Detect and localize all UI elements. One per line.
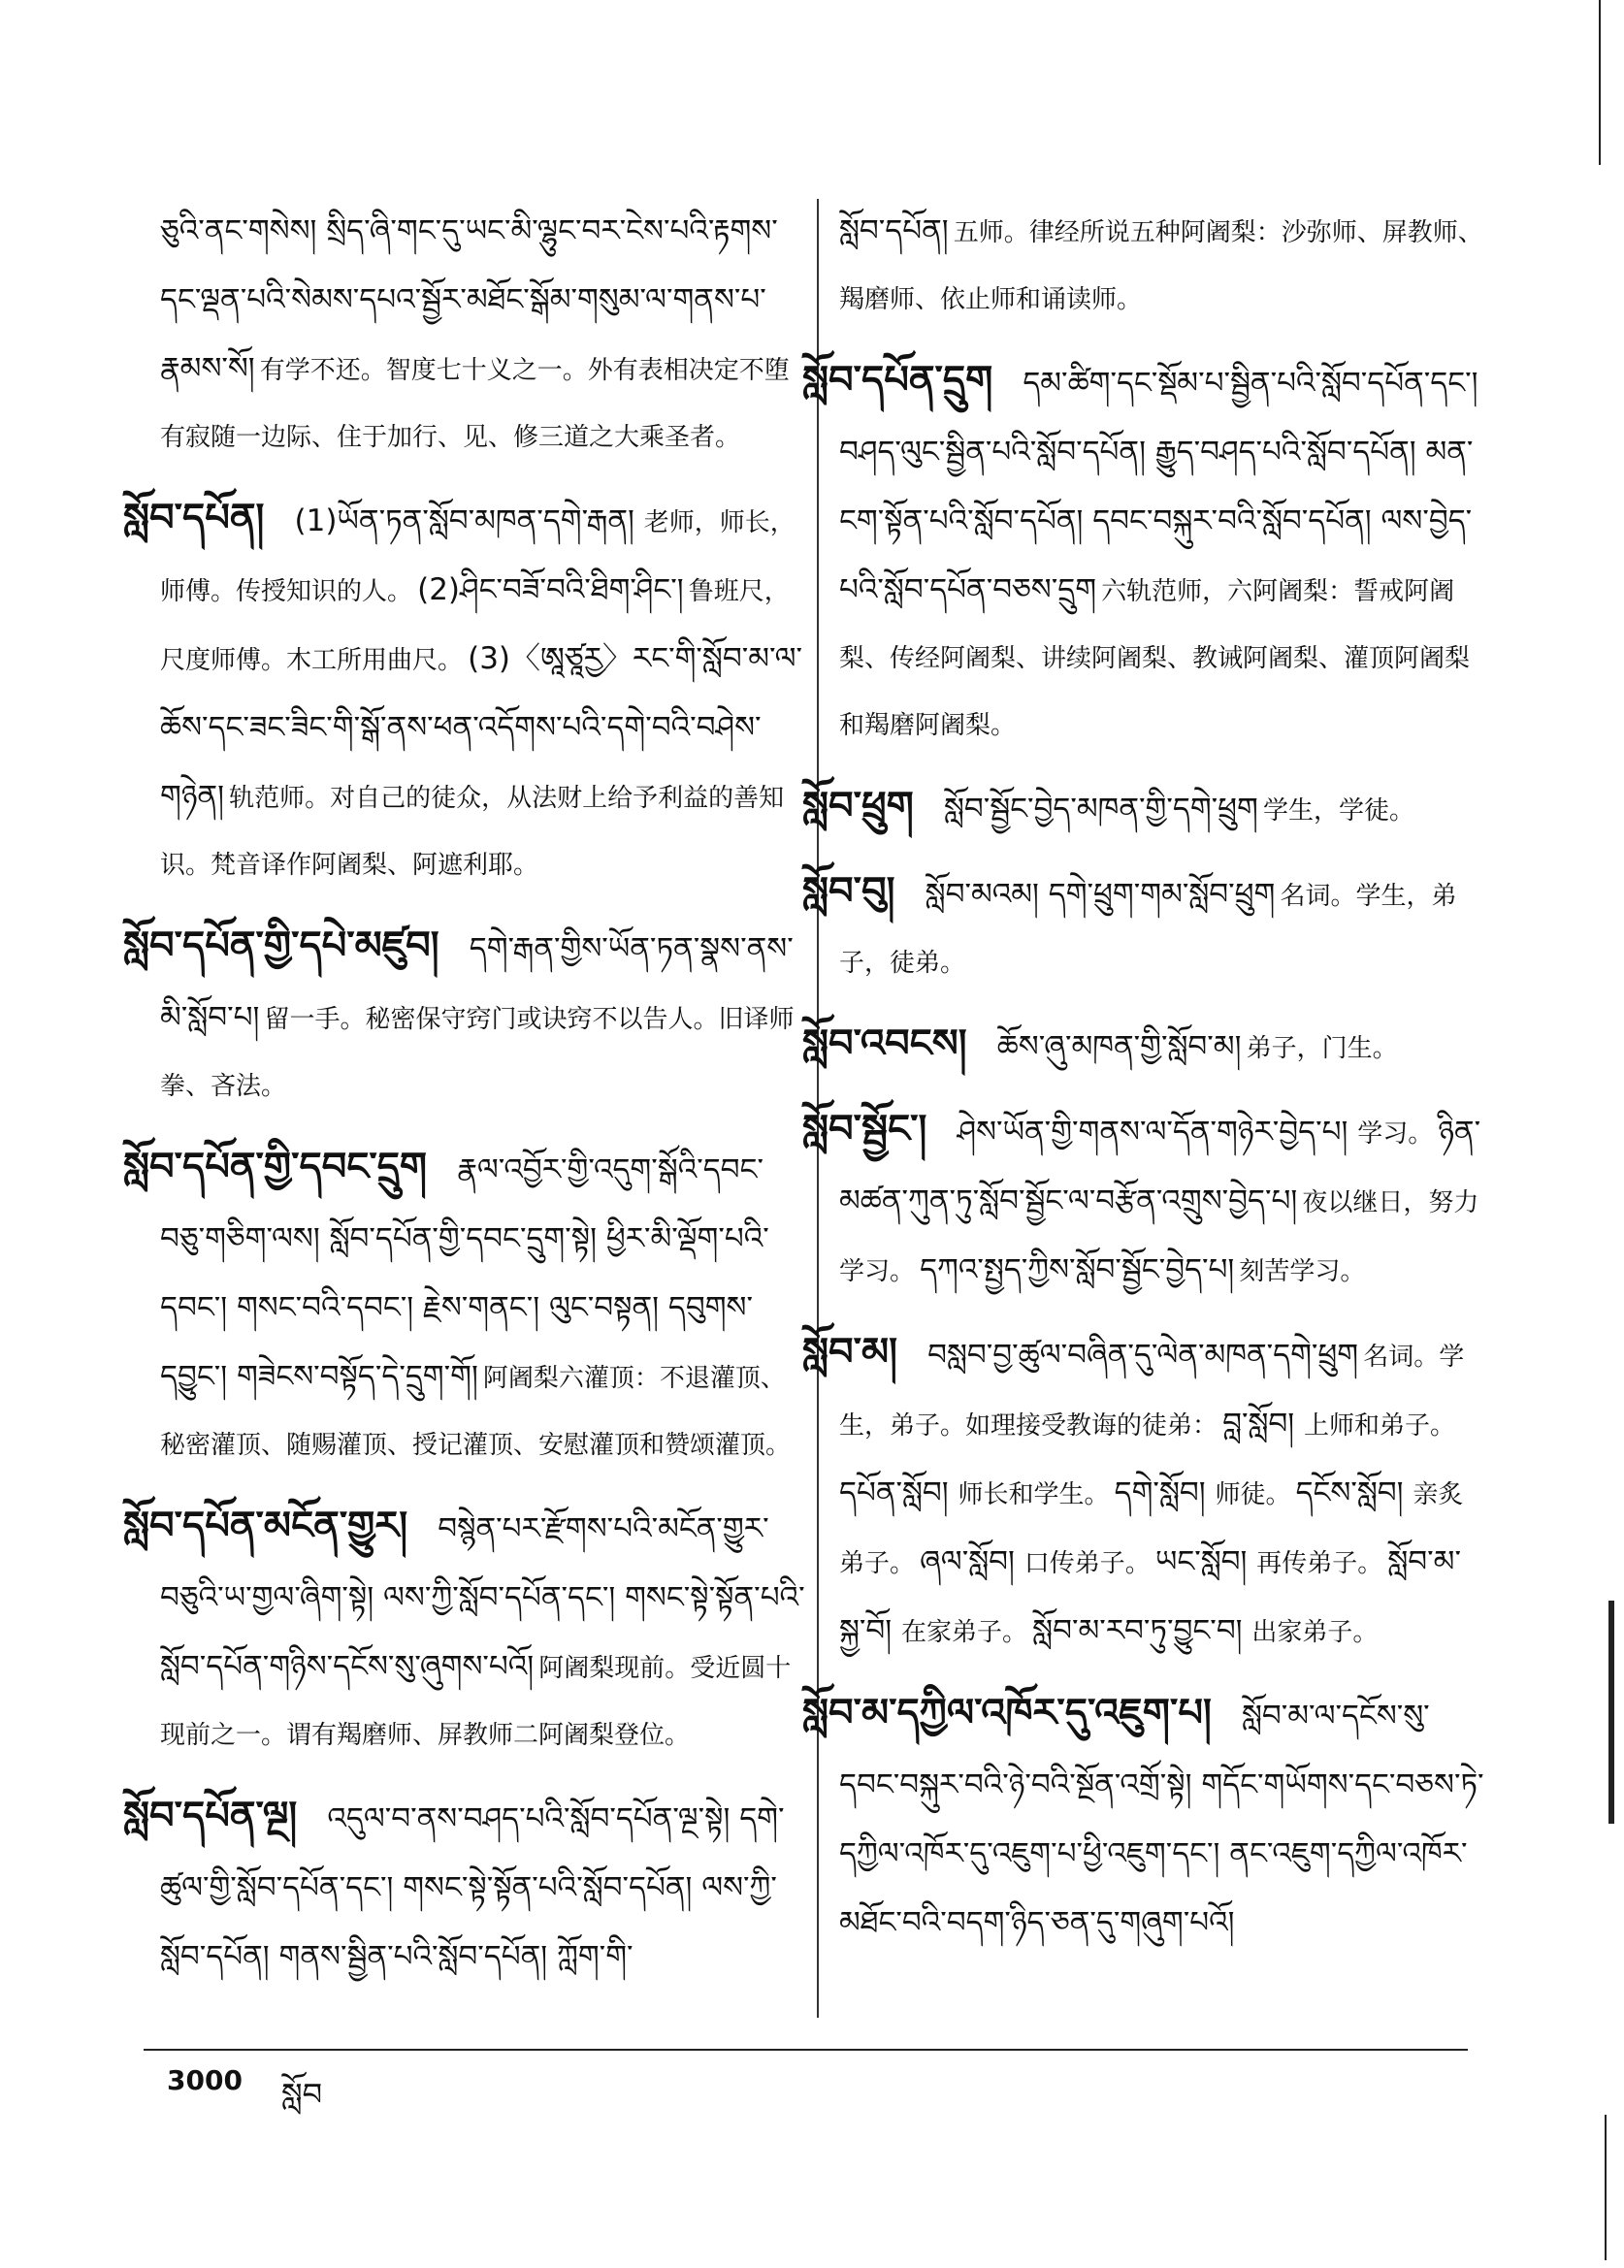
chinese-definition: 五师。律经所说五种阿阇梨：沙弥师、屏教师、羯磨师、依止师和诵读师。 (839, 218, 1483, 314)
tibetan-example: ཡང་སློབ། (1154, 1544, 1257, 1579)
chinese-example: 师长和学生。 (958, 1480, 1110, 1509)
left-column (123, 199, 805, 2007)
dictionary-entry (123, 1494, 805, 1770)
tibetan-example: བླ་སློབ། (1222, 1407, 1305, 1442)
tibetan-example: སློབ་མ་རབ་ཏུ་བྱུང་བ། (1032, 1613, 1252, 1648)
dictionary-entry (802, 1097, 1484, 1307)
tibetan-definition: རྣལ་འབྱོར་གྱི་འདུག་སྒོའི་དབང་བཅུ་གཅིག་ལས། སློབ་དཔོན་གྱི་དབང་དྲུག་སྟེ། ཕྱིར་མི་ལྡོག་པའི་དབང་། གསང་བའི་དབང་། རྗེས་གནང་། ལུང་བསྟན། དབུགས་དབྱུང་། གཟེངས་བསྟོད་དེ་དྲུག་གོ། (160, 1152, 769, 1394)
right-column (802, 199, 1484, 1973)
entry-headword: སློབ་དཔོན། (123, 496, 265, 540)
dictionary-entry (123, 1135, 805, 1480)
footer-rule (144, 2049, 1468, 2051)
tibetan-definition: ཉིན་མཚན་ཀུན་ཏུ་སློབ་སྦྱོང་ལ་བརྩོན་འགྲུས་བྱེད་པ། (839, 1115, 1481, 1218)
dictionary-entry (802, 1012, 1484, 1084)
tibetan-example: སློབ་མ་སྐྱ་བོ། (839, 1544, 1461, 1648)
dictionary-entry (802, 1320, 1484, 1668)
chinese-definition: 轨范师。对自己的徒众，从法财上给予利益的善知识。梵音译作阿阇梨、阿遮利耶。 (160, 784, 785, 880)
entry-headword: སློབ་ཕྲུག (802, 784, 914, 828)
tibetan-definition: འདུལ་བ་ནས་བཤད་པའི་སློབ་དཔོན་ལྔ་སྟེ། དགེ་ཚུལ་གྱི་སློབ་དཔོན་དང་། གསང་སྟེ་སྟོན་པའི་སློབ་དཔོན། ལས་ཀྱི་སློབ་དཔོན། གནས་སྦྱིན་པའི་སློབ་དཔོན། ཀློག་གི་ (160, 1801, 785, 1974)
chinese-definition: 学习。 (1357, 1119, 1434, 1149)
tibetan-example: དངོས་སློབ། (1295, 1475, 1413, 1510)
chinese-definition: 老师，师长，师傅。传授知识的人。 (160, 508, 796, 606)
tibetan-definition: དཀའ་སྤྱད་ཀྱིས་སློབ་སྦྱོང་བྱེད་པ། (920, 1252, 1235, 1287)
tibetan-definition: སློབ་མའམ། དགེ་ཕྲུག་གམ་སློབ་ཕྲུག (925, 877, 1276, 912)
tibetan-definition: (2)ཤིང་བཟོ་བའི་ཐིག་ཤིང་། (417, 572, 684, 607)
dictionary-entry (802, 1681, 1484, 1960)
entry-headword: སློབ་དཔོན་གྱི་དབང་དྲུག (123, 1145, 428, 1189)
dictionary-entry (123, 914, 805, 1121)
tibetan-example: དཔོན་སློབ། (839, 1475, 958, 1510)
chinese-definition: 阿阇梨现前。受近圆十现前之一。谓有羯磨师、屏教师二阿阇梨登位。 (160, 1654, 792, 1750)
entry-headword: སློབ་མ། (802, 1330, 897, 1375)
chinese-example: 师徒。 (1215, 1480, 1291, 1509)
chinese-example: 上师和弟子。 (1304, 1411, 1456, 1441)
dictionary-entry (802, 348, 1484, 761)
dictionary-entry (123, 1784, 805, 1993)
tibetan-definition: དམ་ཚིག་དང་སྡོམ་པ་སྦྱིན་པའི་སློབ་དཔོན་དང་། བཤད་ལུང་སྦྱིན་པའི་སློབ་དཔོན། རྒྱུད་བཤད་པའི་སློབ་དཔོན། མན་ངག་སྟོན་པའི་སློབ་དཔོན། དབང་བསྐུར་བའི་སློབ་དཔོན། ལས་བྱེད་པའི་སློབ་དཔོན་བཅས་དྲུག (839, 366, 1478, 607)
dictionary-entry (160, 199, 805, 472)
tibetan-definition: བསླབ་བྱ་ཚུལ་བཞིན་དུ་ལེན་མཁན་དགེ་ཕྲུག (927, 1338, 1359, 1373)
tibetan-example: དགེ་སློབ། (1114, 1475, 1216, 1510)
chinese-example: 亲炙弟子。 (839, 1480, 1464, 1578)
chinese-definition: 弟子，门生。 (1246, 1034, 1398, 1063)
tibetan-example: ཞལ་སློབ། (920, 1544, 1024, 1579)
tibetan-definition: (3)〈ཨཱཙཱརྱ〉རང་གི་སློབ་མ་ལ་ཆོས་དང་ཟང་ཟིང་གི་སྒོ་ནས་ཕན་འདོགས་པའི་དགེ་བའི་བཤེས་གཉེན། (160, 641, 802, 814)
entry-headword: སློབ་དཔོན་གྱི་དཔེ་མཛུབ། (123, 923, 439, 968)
scan-margin-mark (1608, 1601, 1614, 1824)
chinese-example: 口传弟子。 (1023, 1549, 1151, 1578)
entry-headword: སློབ་འབངས། (802, 1021, 967, 1066)
tibetan-definition: ཆོས་ཞུ་མཁན་གྱི་སློབ་མ། (996, 1029, 1242, 1064)
entry-headword: སློབ་སྦྱོང་། (802, 1107, 927, 1151)
entry-headword: སློབ་དཔོན་ལྔ། (123, 1794, 298, 1838)
chinese-example: 在家弟子。 (901, 1618, 1028, 1647)
dictionary-entry (839, 199, 1484, 335)
running-head: སློབ (281, 2076, 323, 2113)
chinese-definition: 名词。学生，弟子，徒弟。 (839, 882, 1457, 978)
entry-headword: སློབ་དཔོན་དྲུག (802, 358, 993, 403)
tibetan-definition: (1)ཡོན་ཏན་སློབ་མཁན་དགེ་རྒན། (294, 503, 644, 538)
entry-headword: སློབ་བུ། (802, 869, 895, 914)
entry-headword: སློབ་མ་དཀྱིལ་འཁོར་དུ་འཇུག་པ། (802, 1691, 1212, 1735)
page-number: 3000 (167, 2064, 243, 2096)
tibetan-definition: ཤེས་ཡོན་གྱི་གནས་ལ་དོན་གཉེར་བྱེད་པ། (957, 1115, 1358, 1150)
tibetan-definition: སློབ་སྦྱོང་བྱེད་མཁན་གྱི་དགེ་ཕྲུག (943, 792, 1258, 826)
tibetan-definition: སློབ་མ་ལ་དངོས་སུ་དབང་བསྐུར་བའི་ཉེ་བའི་སྔོན་འགྲོ་སྟེ། གདོང་གཡོགས་དང་བཅས་ཏེ་དཀྱིལ་འཁོར་དུ་འཇུག་པ་ཕྱི་འཇུག་དང་། ནང་འཇུག་དཀྱིལ་འཁོར་མཐོང་བའི་བདག་ཉིད་ཅན་དུ་གཞུག་པའོ། (839, 1699, 1484, 1940)
chinese-definition: 学生，学徒。 (1262, 796, 1414, 826)
chinese-definition: 阿阇梨六灌顶：不退灌顶、秘密灌顶、随赐灌顶、授记灌顶、安慰灌顶和赞颂灌顶。 (160, 1364, 792, 1460)
chinese-example: 出家弟子。 (1251, 1618, 1379, 1647)
tibetan-definition: ཅུའི་ནང་གསེས། སྲིད་ཞི་གང་དུ་ཡང་མི་ལྷུང་བར་ངེས་པའི་རྟགས་དང་ལྡན་པའི་སེམས་དཔའ་སྦྱོར་མཐོང་སྒོམ་གསུམ་ལ་གནས་པ་རྣམས་སོ། (160, 213, 778, 386)
chinese-definition: 六轨范师，六阿阇梨：誓戒阿阇梨、传经阿阇梨、讲续阿阇梨、教诫阿阇梨、灌顶阿阇梨和羯磨阿阇梨。 (839, 577, 1471, 740)
chinese-example: 再传弟子。 (1256, 1549, 1383, 1578)
chinese-definition: 刻苦学习。 (1239, 1257, 1366, 1286)
chinese-definition: 夜以继日，努力学习。 (839, 1188, 1479, 1286)
chinese-definition: 留一手。秘密保守窍门或诀窍不以告人。旧译师拳、吝法。 (160, 1005, 795, 1101)
scan-margin-mark (1605, 2115, 1607, 2260)
chinese-definition: 名词。学生，弟子。如理接受教诲的徒弟： (839, 1343, 1465, 1441)
tibetan-definition: བསྙེན་པར་རྫོགས་པའི་མངོན་གྱུར་བཅུའི་ཡ་གྱལ་ཞིག་སྟེ། ལས་ཀྱི་སློབ་དཔོན་དང་། གསང་སྟེ་སྟོན་པའི་སློབ་དཔོན་གཉིས་དངོས་སུ་ཞུགས་པའོ། (160, 1511, 805, 1684)
scan-margin-mark (1599, 0, 1601, 165)
dictionary-entry (123, 486, 805, 900)
entry-headword: སློབ་དཔོན་མངོན་གྱུར། (123, 1504, 408, 1548)
chinese-definition: 鲁班尺，尺度师傅。木工所用曲尺。 (160, 577, 790, 675)
tibetan-definition: དགེ་རྒན་གྱིས་ཡོན་ཏན་སྣས་ནས་མི་སློབ་པ། (160, 931, 794, 1035)
dictionary-entry (802, 859, 1484, 998)
chinese-definition: 有学不还。智度七十义之一。外有表相决定不堕有寂随一边际、住于加行、见、修三道之大乘圣者。 (160, 356, 790, 452)
tibetan-definition: སློབ་དཔོན། (839, 213, 949, 248)
dictionary-entry (802, 774, 1484, 846)
